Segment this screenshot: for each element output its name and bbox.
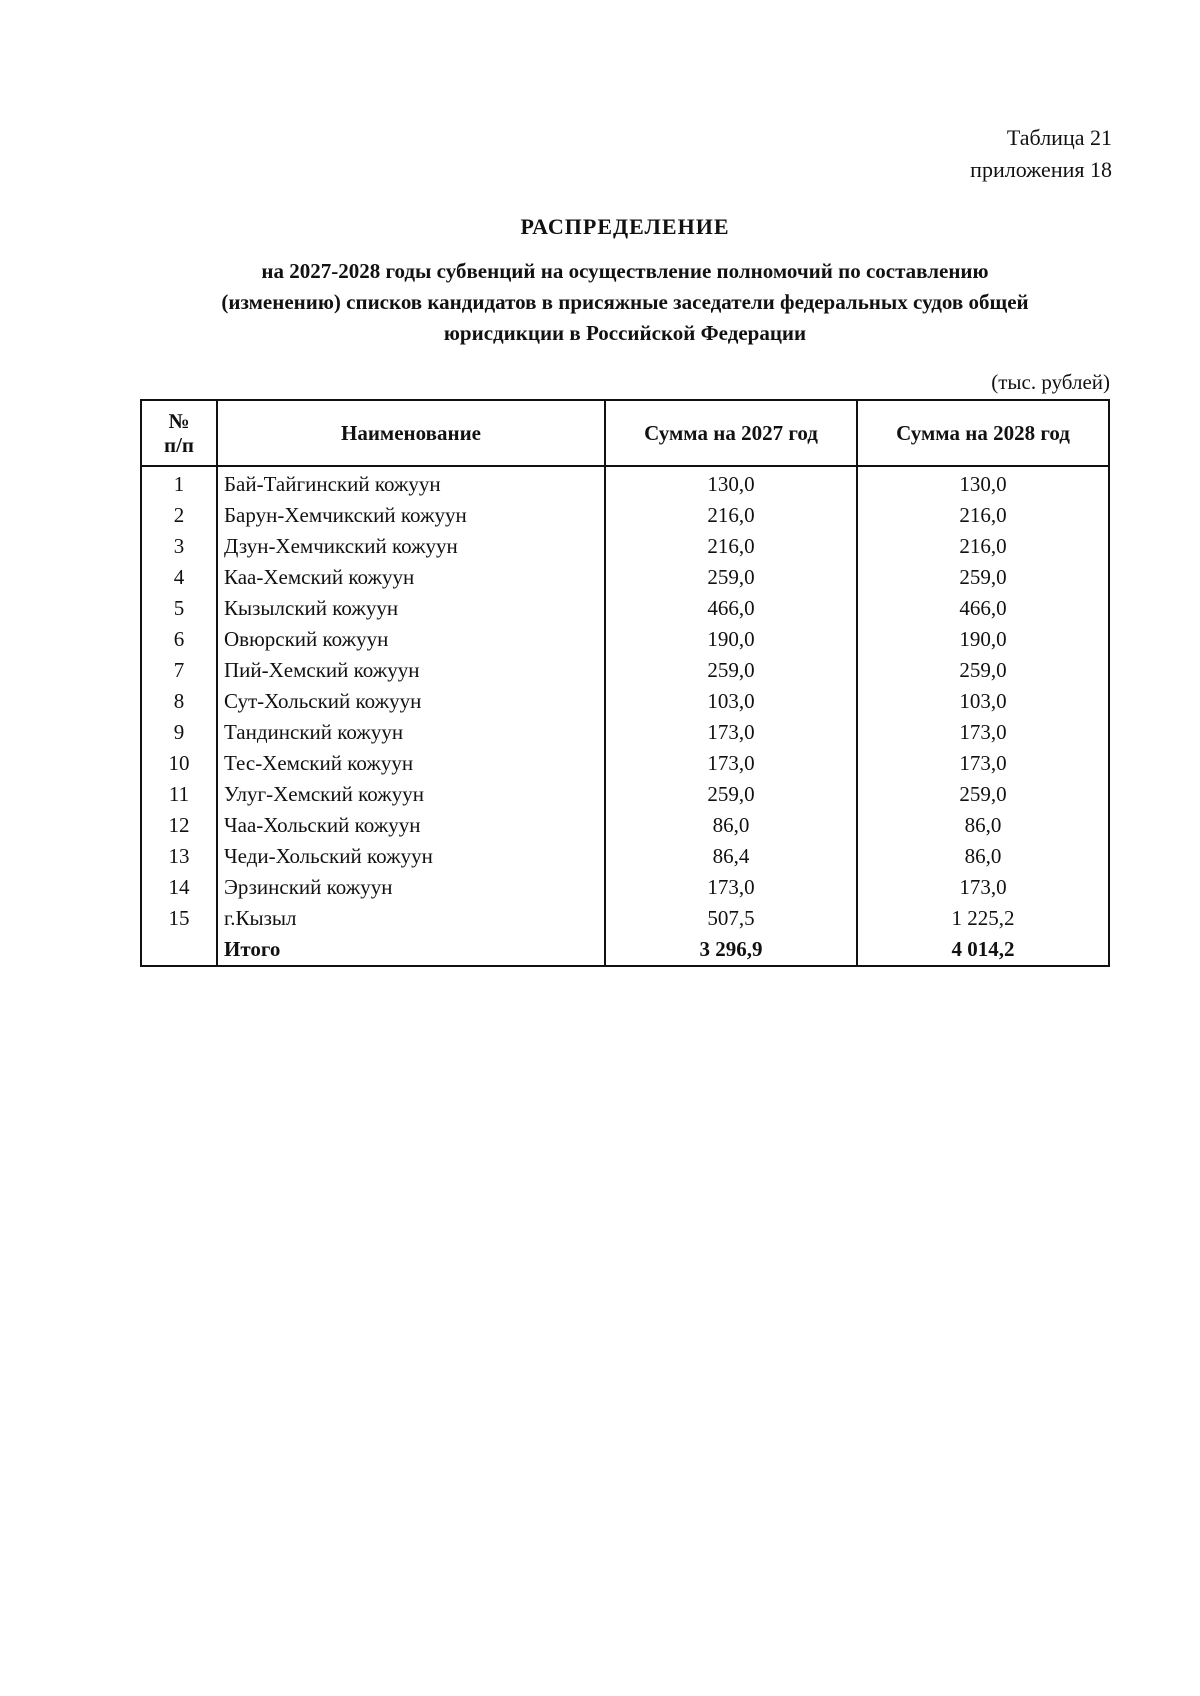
row-sum-2027: 259,0 [605, 562, 857, 593]
document-title: РАСПРЕДЕЛЕНИЕ [520, 214, 730, 239]
row-name: Пий-Хемский кожуун [217, 655, 605, 686]
row-name: Сут-Хольский кожуун [217, 686, 605, 717]
row-sum-2027: 190,0 [605, 624, 857, 655]
appendix-reference: приложения 18 [970, 157, 1112, 182]
table-row [141, 531, 1109, 562]
row-name: Тандинский кожуун [217, 717, 605, 748]
row-sum-2028: 86,0 [857, 810, 1109, 841]
row-number: 10 [141, 748, 217, 779]
row-sum-2028: 130,0 [857, 466, 1109, 500]
row-sum-2028: 103,0 [857, 686, 1109, 717]
table-reference [970, 122, 1112, 186]
row-sum-2027: 259,0 [605, 655, 857, 686]
row-sum-2027: 173,0 [605, 748, 857, 779]
row-number: 8 [141, 686, 217, 717]
row-sum-2028: 190,0 [857, 624, 1109, 655]
subtitle-line: (изменению) списков кандидатов в присяжные заседатели федеральных судов общей [221, 290, 1029, 314]
total-2027: 3 296,9 [605, 934, 857, 966]
header-number [141, 400, 217, 466]
row-sum-2028: 216,0 [857, 531, 1109, 562]
row-number: 14 [141, 872, 217, 903]
table-row [141, 841, 1109, 872]
row-sum-2027: 86,4 [605, 841, 857, 872]
row-number: 3 [141, 531, 217, 562]
table-row [141, 500, 1109, 531]
row-sum-2027: 466,0 [605, 593, 857, 624]
row-number: 12 [141, 810, 217, 841]
row-name: Бай-Тайгинский кожуун [217, 466, 605, 500]
row-sum-2028: 1 225,2 [857, 903, 1109, 934]
row-sum-2028: 173,0 [857, 872, 1109, 903]
subtitle-line: юрисдикции в Российской Федерации [443, 321, 807, 345]
table-row [141, 466, 1109, 500]
table-row [141, 748, 1109, 779]
row-name: Каа-Хемский кожуун [217, 562, 605, 593]
row-sum-2028: 173,0 [857, 748, 1109, 779]
total-label: Итого [217, 934, 605, 966]
header-number-symbol: № [168, 409, 190, 433]
row-sum-2027: 173,0 [605, 872, 857, 903]
total-2028: 4 014,2 [857, 934, 1109, 966]
table-row [141, 903, 1109, 934]
row-name: г.Кызыл [217, 903, 605, 934]
units-label: (тыс. рублей) [991, 370, 1110, 394]
table-row [141, 562, 1109, 593]
row-number: 5 [141, 593, 217, 624]
row-name: Дзун-Хемчикский кожуун [217, 531, 605, 562]
table-row [141, 624, 1109, 655]
row-number: 7 [141, 655, 217, 686]
document-subtitle [140, 256, 1110, 349]
row-sum-2028: 173,0 [857, 717, 1109, 748]
distribution-table [140, 399, 1110, 967]
row-sum-2028: 466,0 [857, 593, 1109, 624]
row-number: 15 [141, 903, 217, 934]
header-sum-2027: Сумма на 2027 год [605, 400, 857, 466]
header-name: Наименование [217, 400, 605, 466]
row-sum-2027: 216,0 [605, 500, 857, 531]
row-name: Овюрский кожуун [217, 624, 605, 655]
row-sum-2027: 259,0 [605, 779, 857, 810]
row-sum-2028: 259,0 [857, 562, 1109, 593]
row-number: 13 [141, 841, 217, 872]
row-number: 4 [141, 562, 217, 593]
table-row [141, 717, 1109, 748]
table-row [141, 593, 1109, 624]
table-row [141, 810, 1109, 841]
row-number: 9 [141, 717, 217, 748]
table-header-row [141, 400, 1109, 466]
row-number: 11 [141, 779, 217, 810]
row-sum-2027: 103,0 [605, 686, 857, 717]
row-name: Тес-Хемский кожуун [217, 748, 605, 779]
table-number: Таблица 21 [1006, 125, 1112, 150]
row-name: Кызылский кожуун [217, 593, 605, 624]
row-sum-2028: 259,0 [857, 655, 1109, 686]
row-name: Чеди-Хольский кожуун [217, 841, 605, 872]
row-number: 2 [141, 500, 217, 531]
row-name: Улуг-Хемский кожуун [217, 779, 605, 810]
row-name: Барун-Хемчикский кожуун [217, 500, 605, 531]
row-sum-2027: 173,0 [605, 717, 857, 748]
row-name: Эрзинский кожуун [217, 872, 605, 903]
table-row [141, 779, 1109, 810]
row-sum-2028: 216,0 [857, 500, 1109, 531]
table-row [141, 686, 1109, 717]
row-sum-2027: 86,0 [605, 810, 857, 841]
row-number: 1 [141, 466, 217, 500]
row-sum-2028: 86,0 [857, 841, 1109, 872]
total-number-cell [141, 934, 217, 966]
row-number: 6 [141, 624, 217, 655]
table-row [141, 655, 1109, 686]
row-name: Чаа-Хольский кожуун [217, 810, 605, 841]
header-number-abbr: п/п [163, 433, 195, 457]
header-sum-2028: Сумма на 2028 год [857, 400, 1109, 466]
row-sum-2027: 216,0 [605, 531, 857, 562]
subtitle-line: на 2027-2028 годы субвенций на осуществление полномочий по составлению [261, 259, 989, 283]
table-body [141, 466, 1109, 966]
row-sum-2027: 130,0 [605, 466, 857, 500]
row-sum-2027: 507,5 [605, 903, 857, 934]
row-sum-2028: 259,0 [857, 779, 1109, 810]
total-row [141, 934, 1109, 966]
table-row [141, 872, 1109, 903]
